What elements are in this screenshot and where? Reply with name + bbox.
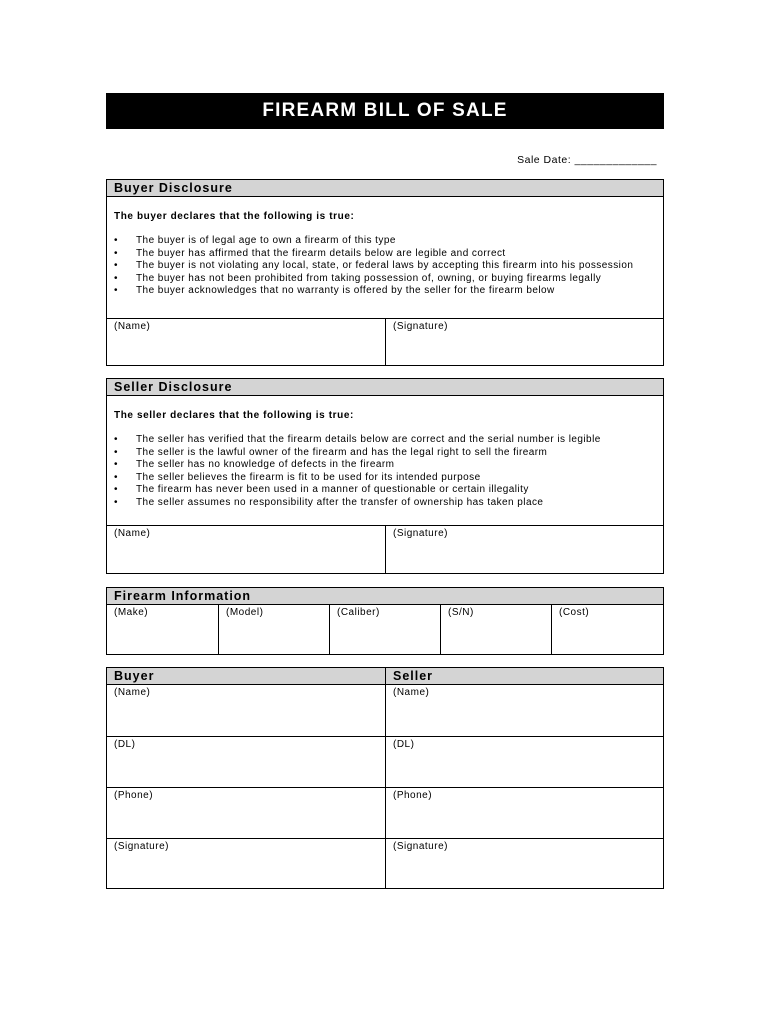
seller-disclosure-heading: Seller Disclosure (107, 379, 663, 396)
seller-disclosure-sign-row (107, 525, 663, 573)
list-item: • The firearm has never been used in a manner of questionable or certain illegality (114, 484, 663, 497)
list-item: • The buyer is not violating any local, state, or federal laws by accepting this firearm into his possession (114, 260, 663, 273)
parties-name-row (107, 685, 663, 736)
buyer-disclosure-sign-row (107, 318, 663, 366)
buyer-disclosure-signature-field[interactable]: (Signature) (385, 319, 663, 366)
list-item: • The seller is the lawful owner of the firearm and has the legal right to sell the firearm (114, 447, 663, 460)
buyer-declaration: The buyer declares that the following is true: (114, 211, 355, 222)
parties-dl-row (107, 736, 663, 787)
list-item: • The seller assumes no responsibility after the transfer of ownership has taken place (114, 497, 663, 510)
buyer-declaration-list (107, 235, 663, 318)
parties-section (106, 667, 664, 889)
seller-disclosure-signature-field[interactable]: (Signature) (385, 526, 663, 573)
list-item: • The buyer has not been prohibited from taking possession of, owning, or buying firearms legally (114, 273, 663, 286)
seller-declaration-list (107, 434, 663, 525)
seller-dl-field[interactable]: (DL) (385, 737, 663, 787)
seller-signature-field[interactable]: (Signature) (385, 839, 663, 888)
list-item: • The seller believes the firearm is fit to be used for its intended purpose (114, 472, 663, 485)
firearm-info-row (107, 605, 663, 654)
buyer-disclosure-section (106, 179, 664, 366)
list-item: • The buyer is of legal age to own a firearm of this type (114, 235, 663, 248)
document-title: FIREARM BILL OF SALE (106, 93, 664, 129)
buyer-disclosure-name-field[interactable]: (Name) (114, 321, 151, 332)
buyer-heading: Buyer (114, 669, 155, 683)
list-item: • The buyer has affirmed that the firearm details below are legible and correct (114, 248, 663, 261)
list-item: • The buyer acknowledges that no warranty is offered by the seller for the firearm below (114, 285, 663, 298)
firearm-info-section (106, 587, 664, 655)
seller-heading: Seller (385, 668, 663, 684)
buyer-dl-field[interactable]: (DL) (114, 739, 136, 750)
buyer-name-field[interactable]: (Name) (114, 687, 151, 698)
buyer-phone-field[interactable]: (Phone) (114, 790, 154, 801)
buyer-disclosure-heading: Buyer Disclosure (107, 180, 663, 197)
seller-declaration: The seller declares that the following is true: (114, 410, 354, 421)
seller-disclosure-section (106, 378, 664, 574)
parties-phone-row (107, 787, 663, 838)
list-item: • The seller has verified that the firearm details below are correct and the serial number is legible (114, 434, 663, 447)
sale-date-field[interactable]: Sale Date: _____________ (517, 154, 657, 166)
firearm-caliber-field[interactable]: (Caliber) (329, 605, 440, 654)
list-item: • The seller has no knowledge of defects in the firearm (114, 459, 663, 472)
seller-phone-field[interactable]: (Phone) (385, 788, 663, 838)
firearm-make-field[interactable]: (Make) (114, 607, 149, 618)
firearm-info-heading: Firearm Information (107, 588, 663, 605)
firearm-serial-field[interactable]: (S/N) (440, 605, 551, 654)
seller-name-field[interactable]: (Name) (385, 685, 663, 736)
parties-signature-row (107, 838, 663, 888)
firearm-cost-field[interactable]: (Cost) (551, 605, 663, 654)
parties-heading-row (107, 668, 663, 685)
firearm-model-field[interactable]: (Model) (218, 605, 329, 654)
seller-disclosure-name-field[interactable]: (Name) (114, 528, 151, 539)
buyer-signature-field[interactable]: (Signature) (114, 841, 169, 852)
